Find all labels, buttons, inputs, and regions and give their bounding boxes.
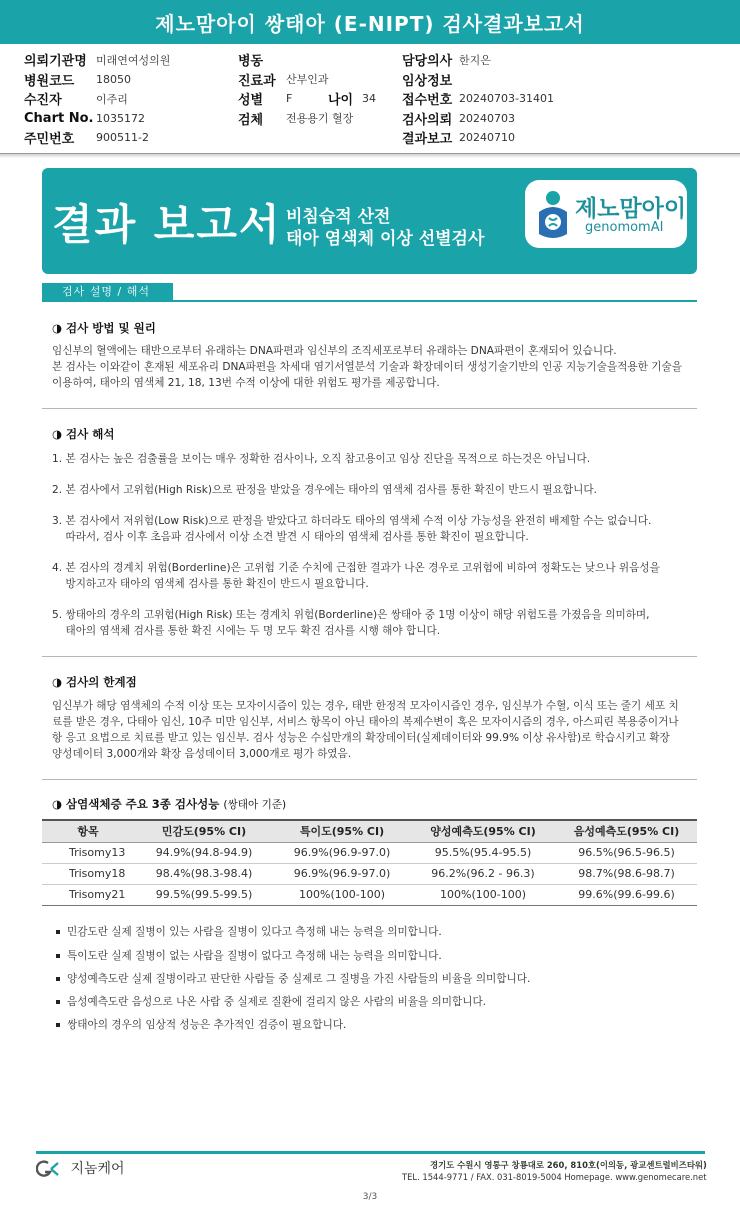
- table-row: [42, 863, 697, 884]
- info-label: 병동: [238, 54, 264, 70]
- info-label: 병원코드: [24, 73, 75, 89]
- note-item: [56, 948, 442, 963]
- table-cell: 100%(100-100): [274, 884, 410, 905]
- table-cell: 99.6%(99.6-99.6): [556, 884, 697, 905]
- banner-subtitle-line1: 비침습적 산전: [286, 207, 391, 227]
- divider: [42, 779, 697, 780]
- info-value: 한지은: [459, 53, 491, 67]
- footer-logo-text: 지놈케어: [70, 1161, 125, 1177]
- note-text: 특이도란 실제 질병이 없는 사람을 질병이 없다고 측정해 내는 능력을 의미합니다.: [67, 950, 442, 962]
- method-text: 임신부의 혈액에는 태반으로부터 유래하는 DNA파편과 임신부의 조직세포로부터 유래하는 DNA파편이 혼재되어 있습니다.: [52, 345, 617, 357]
- result-banner: [42, 168, 697, 274]
- info-label: 진료과: [238, 73, 276, 89]
- column-header: 민감도(95% CI): [134, 820, 274, 842]
- info-label: 주민번호: [24, 132, 75, 148]
- table-cell: 95.5%(95.4-95.5): [410, 842, 556, 863]
- performance-heading: [52, 796, 286, 812]
- banner-subtitle-line2: 태아 염색체 이상 선별검사: [286, 229, 485, 249]
- table-cell: Trisomy18: [42, 863, 134, 884]
- note-text: 민감도란 실제 질병이 있는 사람을 질병이 있다고 측정해 내는 능력을 의미합니다.: [67, 926, 442, 938]
- divider: [42, 656, 697, 657]
- column-header: 항목: [42, 820, 134, 842]
- info-value: 1035172: [96, 111, 145, 125]
- info-label: 검체: [238, 112, 264, 128]
- interpretation-item: 4. 본 검사의 경계치 위험(Borderline)은 고위험 기준 수치에 근접한 결과가 나온 경우로 고위험에 비하여 정확도는 낮으나 위음성을: [52, 562, 660, 574]
- method-text: 이용하여, 태아의 염색체 21, 18, 13번 수적 이상에 대한 위험도 평가를 제공합니다.: [52, 377, 440, 389]
- table-cell: 98.7%(98.6-98.7): [556, 863, 697, 884]
- note-text: 쌍태아의 경우의 임상적 성능은 추가적인 검증이 필요합니다.: [67, 1019, 347, 1031]
- info-label: Chart No.: [24, 110, 94, 126]
- interpretation-item: 5. 쌍태아의 경우의 고위험(High Risk) 또는 경계치 위험(Borderline)은 쌍태아 중 1명 이상이 해당 위험도를 가졌음을 의미하며,: [52, 609, 650, 621]
- table-cell: Trisomy13: [42, 842, 134, 863]
- column-header: 특이도(95% CI): [274, 820, 410, 842]
- info-value: 20240710: [459, 131, 515, 145]
- table-cell: 96.2%(96.2 - 96.3): [410, 863, 556, 884]
- column-header: 음성예측도(95% CI): [556, 820, 697, 842]
- table-cell: 96.9%(96.9-97.0): [274, 863, 410, 884]
- logo-text: 제노맘아이: [575, 196, 687, 222]
- table-header-row: [42, 820, 697, 842]
- note-item: [56, 1017, 346, 1032]
- method-text: 본 검사는 이와같이 혼재된 세포유리 DNA파편을 차세대 염기서열분석 기술과 확장데이터 생성기술기반의 인공 지능기술을적용한 기술을: [52, 361, 682, 373]
- report-title: 제노맘아이 쌍태아 (E-NIPT) 검사결과보고서: [0, 0, 740, 44]
- table-row: [42, 884, 697, 905]
- table-row: [42, 842, 697, 863]
- info-label: 담당의사: [402, 54, 453, 70]
- table-cell: 96.9%(96.9-97.0): [274, 842, 410, 863]
- info-value: 20240703-31401: [459, 92, 554, 106]
- interpretation-item: 3. 본 검사에서 저위험(Low Risk)으로 판정을 받았다고 하더라도 태아의 염색체 수적 이상 가능성을 완전히 배제할 수는 없습니다.: [52, 515, 652, 527]
- interpretation-item: 1. 본 검사는 높은 검출률을 보이는 매우 정확한 검사이나, 오직 참고용이고 임상 진단을 목적으로 하는것은 아닙니다.: [52, 453, 591, 465]
- info-column-3: [402, 50, 554, 148]
- section-tab: 검사 설명 / 해석: [42, 283, 173, 301]
- note-text: 양성예측도란 실제 질병이라고 판단한 사람들 중 실제로 그 질병을 가진 사람들의 비율을 의미합니다.: [67, 973, 531, 985]
- bullet-icon: [56, 1000, 60, 1004]
- info-column-1: [24, 50, 170, 148]
- table-cell: 96.5%(96.5-96.5): [556, 842, 697, 863]
- interpretation-item: 따라서, 검사 이후 초음파 검사에서 이상 소견 발견 시 태아의 염색체 검사를 통한 확진이 필요합니다.: [52, 531, 529, 543]
- page-number: 3/3: [362, 1192, 378, 1202]
- info-label: 접수번호: [402, 93, 453, 109]
- bullet-icon: [56, 954, 60, 958]
- info-value: 20240703: [459, 111, 515, 125]
- bullet-icon: [56, 930, 60, 934]
- performance-table: [42, 819, 697, 906]
- age-value: 34: [362, 92, 376, 106]
- banner-title: 결과 보고서: [52, 200, 282, 249]
- note-item: [56, 924, 442, 939]
- bullet-icon: [56, 977, 60, 981]
- info-column-2: [238, 50, 376, 128]
- info-label: 검사의뢰: [402, 112, 453, 128]
- table-cell: Trisomy21: [42, 884, 134, 905]
- note-text: 음성예측도란 음성으로 나온 사람 중 실제로 질환에 걸리지 않은 사람의 비율을 의미합니다.: [67, 996, 487, 1008]
- bullet-icon: [56, 1023, 60, 1027]
- info-label: 의뢰기관명: [24, 54, 87, 70]
- table-cell: 94.9%(94.8-94.9): [134, 842, 274, 863]
- note-item: [56, 994, 486, 1009]
- logo-subtext: genomomAI: [585, 220, 664, 235]
- info-value: 전용용기 혈장: [286, 112, 354, 126]
- interpretation-item: 태아의 염색체 검사를 통한 확진 시에는 두 명 모두 확진 검사를 시행 해야 합니다.: [52, 625, 441, 637]
- genomom-emblem-icon: [533, 188, 573, 242]
- footer-contact: TEL. 1544-9771 / FAX. 031-8019-5004 Homepage. www.genomecare.net: [402, 1172, 707, 1182]
- table-cell: 100%(100-100): [410, 884, 556, 905]
- info-value: 이주리: [96, 92, 128, 106]
- info-label: 수진자: [24, 93, 62, 109]
- info-label: 결과보고: [402, 132, 453, 148]
- header-shadow: [0, 154, 740, 158]
- info-value: 산부인과: [286, 73, 329, 87]
- footer-address: 경기도 수원시 영통구 창룡대로 260, 810호(이의동, 광교센트럴비즈타워): [430, 1160, 707, 1170]
- limitations-text: 항 응고 요법으로 치료를 받고 있는 임신부. 검사 성능은 수십만개의 확장데이터(실제데이터와 99.9% 이상 유사함)로 학습시키고 확장: [52, 732, 670, 744]
- age-label: 나이: [328, 93, 354, 109]
- patient-info: [0, 44, 740, 154]
- performance-heading-text: ◑ 삼염색체증 주요 3종 검사성능: [52, 797, 220, 811]
- info-label: 임상정보: [402, 73, 453, 89]
- method-heading: ◑ 검사 방법 및 원리: [52, 321, 156, 335]
- info-value: 18050: [96, 72, 131, 86]
- note-item: [56, 971, 530, 986]
- info-value: 900511-2: [96, 131, 149, 145]
- table-cell: 99.5%(99.5-99.5): [134, 884, 274, 905]
- performance-heading-note: (쌍태아 기준): [223, 799, 287, 811]
- column-header: 양성예측도(95% CI): [410, 820, 556, 842]
- genomecare-emblem-icon: [36, 1160, 66, 1178]
- info-label: 성별: [238, 93, 264, 109]
- genomom-logo: [525, 180, 687, 248]
- divider: [42, 408, 697, 409]
- interpretation-heading: ◑ 검사 해석: [52, 427, 115, 441]
- info-value: 미래연여성의원: [96, 53, 171, 67]
- interpretation-item: 방지하고자 태아의 염색체 검사를 통한 확진이 반드시 필요합니다.: [52, 578, 369, 590]
- limitations-text: 임신부가 해당 염색체의 수적 이상 또는 모자이시즘이 있는 경우, 태반 한정적 모자이시즘인 경우, 임신부가 수혈, 이식 또는 줄기 세포 치: [52, 700, 679, 712]
- footer-divider: [36, 1151, 705, 1154]
- sex-value: F: [286, 92, 293, 106]
- limitations-heading: ◑ 검사의 한계점: [52, 675, 137, 689]
- section-divider: [42, 300, 697, 302]
- limitations-text: 양성데이터 3,000개와 확장 음성데이터 3,000개로 평가 하였음.: [52, 748, 352, 760]
- table-cell: 98.4%(98.3-98.4): [134, 863, 274, 884]
- genomecare-logo: [36, 1158, 125, 1178]
- limitations-text: 료를 받은 경우, 다태아 임신, 10주 미만 임신부, 서비스 항목이 아닌 태아의 복제수변이 혹은 모자이시즘의 경우, 아스피린 복용중이거나: [52, 716, 679, 728]
- interpretation-item: 2. 본 검사에서 고위험(High Risk)으로 판정을 받았을 경우에는 태아의 염색체 검사를 통한 확진이 반드시 필요합니다.: [52, 484, 597, 496]
